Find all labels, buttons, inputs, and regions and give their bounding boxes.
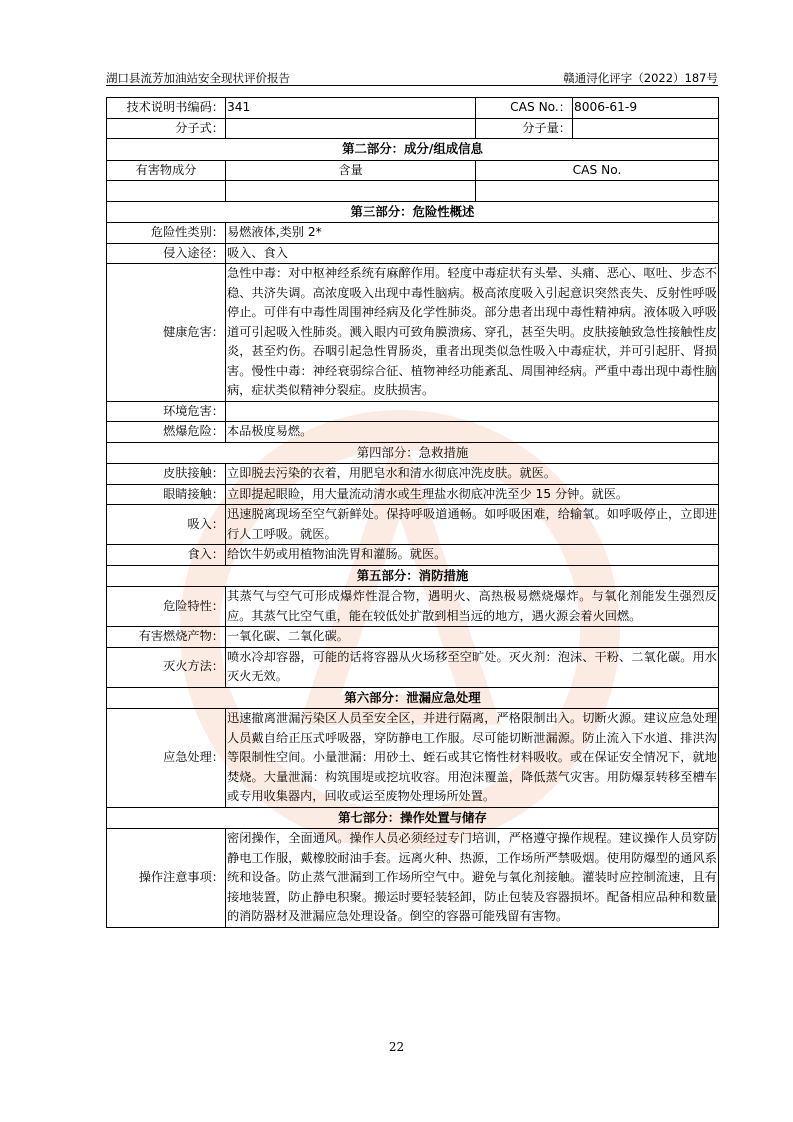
table-row (107, 422, 719, 443)
row-label: 皮肤接触： (107, 464, 226, 485)
row-label: 灭火方法： (107, 647, 226, 687)
row-label: 燃爆危险： (107, 422, 226, 443)
section-title-row (107, 201, 719, 223)
info-row-formula (107, 118, 719, 139)
composition-col-cas: CAS No. (476, 160, 719, 181)
row-label: 眼睛接触： (107, 484, 226, 505)
row-value: 其蒸气与空气可形成爆炸性混合物，遇明火、高热极易燃烧爆炸。与氧化剂能发生强烈反应。其蒸气比空气重，能在较低处扩散到相当远的地方，遇火源会着火回燃。 (226, 587, 719, 627)
table-row (107, 709, 719, 808)
tech-code-value: 341 (226, 98, 476, 119)
row-label: 有害燃烧产物： (107, 627, 226, 648)
formula-label: 分子式： (107, 118, 226, 139)
section-7-title: 第七部分：操作处置与储存 (338, 809, 487, 825)
section-3-title: 第三部分：危险性概述 (350, 203, 475, 219)
table-row (107, 647, 719, 687)
table-row (107, 627, 719, 648)
header-report-number: 赣通浔化评字（2022）187号 (563, 71, 718, 85)
table-row (107, 243, 719, 264)
row-value (226, 401, 719, 422)
msds-table (106, 97, 719, 928)
row-label: 危险特性： (107, 587, 226, 627)
row-value: 吸入、食入 (226, 243, 719, 264)
row-value: 一氧化碳、二氧化碳。 (226, 627, 719, 648)
row-value: 立即提起眼睑，用大量流动清水或生理盐水彻底冲洗至少 15 分钟。就医。 (226, 484, 719, 505)
section-title-row (107, 565, 719, 587)
row-label: 环境危害： (107, 401, 226, 422)
section-6-title: 第六部分：泄漏应急处理 (344, 689, 481, 705)
row-label: 操作注意事项： (107, 829, 226, 928)
row-value: 密闭操作，全面通风。操作人员必须经过专门培训，严格遵守操作规程。建议操作人员穿防静电工作服，戴橡胶耐油手套。远离火种、热源，工作场所严禁吸烟。使用防爆型的通风系统和设备。防止蒸气泄漏到工作场所空气中。避免与氧化剂接触。灌装时应控制流速，且有接地装置，防止静电积聚。搬运时要轻装轻卸，防止包装及容器损坏。配备相应品种和数量的消防器材及泄漏应急处理设备。倒空的容器可能残留有害物。 (226, 829, 719, 928)
row-label: 健康危害： (107, 264, 226, 402)
section-title-row (107, 442, 719, 464)
section-4-title: 第四部分：急救措施 (356, 444, 469, 460)
table-row (107, 484, 719, 505)
row-label: 吸入： (107, 505, 226, 545)
table-row (107, 223, 719, 244)
section-title-row (107, 687, 719, 709)
tech-code-label: 技术说明书编码： (107, 98, 226, 119)
row-value: 迅速撤离泄漏污染区人员至安全区，并进行隔离，严格限制出入。切断火源。建议应急处理人员戴自给正压式呼吸器，穿防静电工作服。尽可能切断泄漏源。防止流入下水道、排洪沟等限制性空间。小量泄漏：用砂土、蛭石或其它惰性材料吸收。或在保证安全情况下，就地焚烧。大量泄漏：构筑围堤或挖坑收容。用泡沫覆盖，降低蒸气灾害。用防爆泵转移至槽车或专用收集器内，回收或运至废物处理场所处置。 (226, 709, 719, 808)
header-report-title: 湖口县流芳加油站安全现状评价报告 (106, 71, 290, 85)
info-row-tech (107, 98, 719, 119)
cas-label: CAS No.： (476, 98, 573, 119)
row-label: 危险性类别： (107, 223, 226, 244)
row-value: 易燃液体,类别 2* (226, 223, 719, 244)
section-2-title: 第二部分：成分/组成信息 (342, 141, 483, 156)
table-row (107, 401, 719, 422)
table-row (107, 464, 719, 485)
row-label: 侵入途径： (107, 243, 226, 264)
row-label: 食入： (107, 545, 226, 566)
row-label: 应急处理： (107, 709, 226, 808)
row-value: 迅速脱离现场至空气新鲜处。保持呼吸道通畅。如呼吸困难，给输氧。如呼吸停止，立即进行人工呼吸。就医。 (226, 505, 719, 545)
composition-col-content: 含量 (226, 160, 476, 181)
composition-col-hazard: 有害物成分 (107, 160, 226, 181)
mw-value (573, 118, 719, 139)
row-value: 喷水冷却容器，可能的话将容器从火场移至空旷处。灭火剂：泡沫、干粉、二氧化碳。用水灭火无效。 (226, 647, 719, 687)
table-row (107, 505, 719, 545)
composition-empty-row (107, 181, 719, 202)
section-title-row (107, 807, 719, 829)
page-header (106, 67, 718, 86)
formula-value (226, 118, 476, 139)
table-row (107, 587, 719, 627)
row-value: 立即脱去污染的衣着，用肥皂水和清水彻底冲洗皮肤。就医。 (226, 464, 719, 485)
section-title-row (107, 139, 719, 161)
section-5-title: 第五部分：消防措施 (356, 567, 469, 583)
table-row (107, 545, 719, 566)
row-value: 给饮牛奶或用植物油洗胃和灌肠。就医。 (226, 545, 719, 566)
row-value: 急性中毒：对中枢神经系统有麻醉作用。轻度中毒症状有头晕、头痛、恶心、呕吐、步态不稳、共济失调。高浓度吸入出现中毒性脑病。极高浓度吸入引起意识突然丧失、反射性呼吸停止。可伴有中毒性周围神经病及化学性肺炎。部分患者出现中毒性精神病。液体吸入呼吸道可引起吸入性肺炎。溅入眼内可致角膜溃疡、穿孔，甚至失明。皮肤接触致急性接触性皮炎，甚至灼伤。吞咽引起急性胃肠炎，重者出现类似急性吸入中毒症状，并可引起肝、肾损害。慢性中毒：神经衰弱综合征、植物神经功能紊乱、周围神经病。严重中毒出现中毒性脑病，症状类似精神分裂症。皮肤损害。 (226, 264, 719, 402)
cas-value: 8006-61-9 (573, 98, 719, 119)
row-value: 本品极度易燃。 (226, 422, 719, 443)
table-row (107, 829, 719, 928)
mw-label: 分子量： (476, 118, 573, 139)
page-number: 22 (388, 1040, 405, 1054)
table-row (107, 264, 719, 402)
composition-header-row (107, 160, 719, 181)
